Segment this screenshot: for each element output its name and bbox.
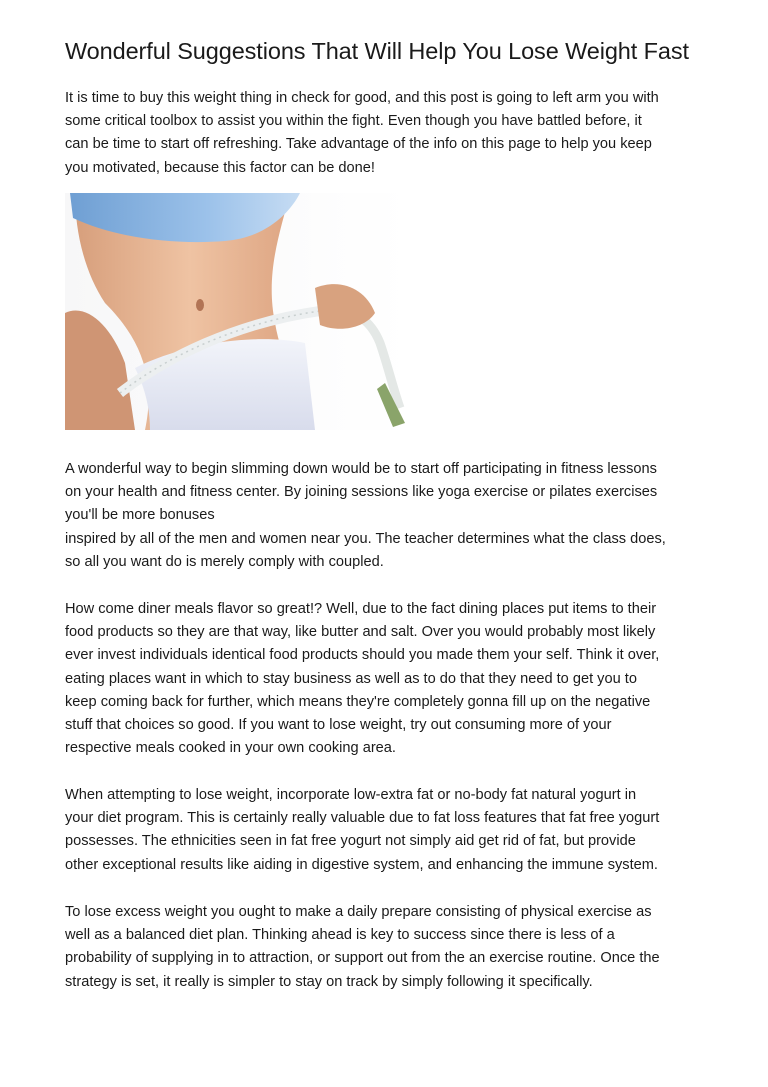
text-line: respective meals cooked in your own cooking area. <box>65 740 396 757</box>
text-line: A wonderful way to begin slimming down would be to start off participating in fitness lessons <box>65 461 657 477</box>
text-line: food products so they are that way, like butter and salt. Over you would probably most likely <box>65 624 656 641</box>
paragraph-fitness-lessons <box>65 458 715 574</box>
text-line: strategy is set, it really is simpler to stay on track by simply following it specifically. <box>65 973 593 990</box>
text-line: How come diner meals flavor so great!? Well, due to the fact dining places put items to their <box>65 601 657 617</box>
waist-measuring-photo <box>65 193 410 430</box>
text-line: keep coming back for further, which means they're completely gonna fill up on the negative <box>65 693 651 710</box>
paragraph-diner-meals <box>65 598 715 760</box>
text-line: ever invest individuals identical food products should you made them your self. Think it over, <box>65 647 660 664</box>
measuring-tape-waist-illustration <box>65 193 410 430</box>
text-line: eating places want in which to stay business as well as to do that they need to get you to <box>65 670 637 687</box>
text-line: stuff that choices so good. If you want to lose weight, try out consuming more of your <box>65 717 612 734</box>
text-line: your diet program. This is certainly really valuable due to fat loss features that fat free yogurt <box>65 810 660 827</box>
text-line: To lose excess weight you ought to make a daily prepare consisting of physical exercise as <box>65 904 652 920</box>
text-line: other exceptional results like aiding in digestive system, and enhancing the immune system. <box>65 856 658 873</box>
text-line: It is time to buy this weight thing in check for good, and this post is going to left arm you with <box>65 90 659 106</box>
text-line: some critical toolbox to assist you within the fight. Even though you have battled before, it <box>65 113 642 130</box>
text-line: on your health and fitness center. By joining sessions like yoga exercise or pilates exercises <box>65 484 658 501</box>
text-line: you motivated, because this factor can be done! <box>65 159 375 176</box>
text-line: you'll be more bonuses <box>65 507 215 524</box>
text-line: probability of supplying in to attraction, or support out from the an exercise routine. Once the <box>65 950 660 967</box>
page-title: Wonderful Suggestions That Will Help You Lose Weight Fast <box>65 38 689 64</box>
paragraph-yogurt <box>65 784 715 877</box>
paragraph-daily-plan <box>65 901 715 994</box>
text-line: well as a balanced diet plan. Thinking ahead is key to success since there is less of a <box>65 927 615 944</box>
text-line: inspired by all of the men and women near you. The teacher determines what the class does, <box>65 530 666 547</box>
paragraph-intro <box>65 87 715 180</box>
text-line: so all you want do is merely comply with coupled. <box>65 553 384 570</box>
text-line: possesses. The ethnicities seen in fat free yogurt not simply aid get rid of fat, but provide <box>65 833 636 850</box>
document-page <box>65 36 715 82</box>
text-line: can be time to start off refreshing. Take advantage of the info on this page to help you keep <box>65 136 652 153</box>
text-line: When attempting to lose weight, incorporate low-extra fat or no-body fat natural yogurt in <box>65 787 637 803</box>
